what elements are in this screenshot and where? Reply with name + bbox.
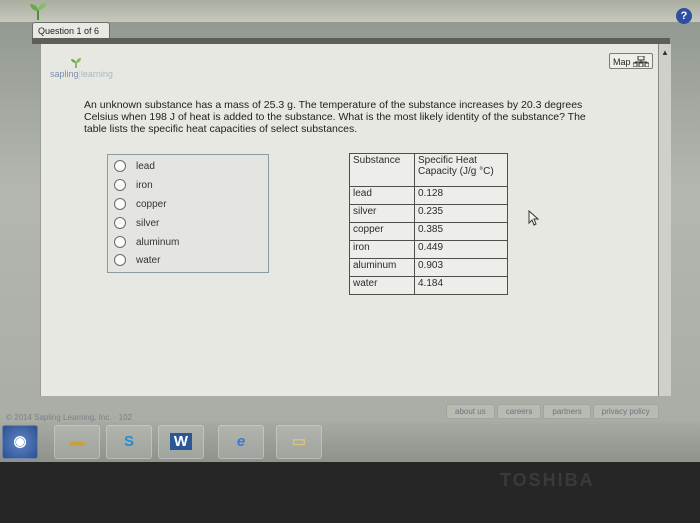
map-button[interactable] (609, 53, 653, 69)
choice-label: silver (136, 218, 160, 229)
radio-button[interactable] (114, 160, 126, 172)
table-cell: 0.449 (415, 241, 508, 259)
choice-water[interactable] (114, 253, 160, 269)
choice-lead[interactable] (114, 159, 155, 175)
footer-links (446, 404, 659, 419)
radio-button[interactable] (114, 217, 126, 229)
choice-copper[interactable] (114, 197, 167, 213)
logo-text-left: sapling (50, 69, 79, 79)
radio-button[interactable] (114, 254, 126, 266)
map-icon (633, 56, 649, 67)
choice-label: aluminum (136, 237, 180, 248)
choice-label: lead (136, 161, 155, 172)
mouse-cursor-icon (528, 210, 540, 226)
table-cell: copper (350, 223, 415, 241)
table-cell: aluminum (350, 259, 415, 277)
table-row (350, 223, 508, 241)
table-header-substance: Substance (350, 154, 415, 187)
scroll-up-icon[interactable]: ▲ (661, 48, 669, 57)
choice-iron[interactable] (114, 178, 153, 194)
question-text: An unknown substance has a mass of 25.3 g. The temperature of the substance increases by 20.3 degrees Celsius when 198 J of heat is added to the substance. What is the most likely identity of the substance? The table lists the specific heat capacities of select substances. (84, 99, 586, 135)
skype-icon[interactable]: S (106, 425, 152, 459)
radio-button[interactable] (114, 198, 126, 210)
radio-button[interactable] (114, 236, 126, 248)
table-row (350, 205, 508, 223)
footer-link-privacy[interactable]: privacy policy (593, 404, 659, 419)
device-brand: TOSHIBA (500, 470, 595, 490)
internet-explorer-icon[interactable]: e (218, 425, 264, 459)
answer-choices (107, 154, 269, 273)
question-tab[interactable]: Question 1 of 6 (32, 22, 110, 38)
laptop-bezel (0, 462, 700, 523)
sapling-sprout-icon (28, 2, 48, 20)
word-icon[interactable] (158, 425, 204, 459)
table-cell: water (350, 277, 415, 295)
specific-heat-table (349, 153, 508, 295)
table-row (350, 187, 508, 205)
table-cell: iron (350, 241, 415, 259)
help-icon[interactable]: ? (676, 8, 692, 24)
taskbar (0, 422, 700, 462)
map-button-label: Map (613, 57, 631, 67)
top-bar (0, 0, 700, 22)
table-cell: 0.128 (415, 187, 508, 205)
table-cell: 4.184 (415, 277, 508, 295)
choice-label: water (136, 255, 161, 266)
scrollbar[interactable] (658, 44, 671, 396)
table-row (350, 241, 508, 259)
sapling-logo: sapling|learning (50, 58, 113, 79)
table-cell: 0.385 (415, 223, 508, 241)
sapling-leaf-icon (70, 58, 82, 68)
table-cell: lead (350, 187, 415, 205)
word-letter: W (170, 433, 192, 450)
table-cell: 0.903 (415, 259, 508, 277)
choice-label: copper (136, 199, 167, 210)
choice-silver[interactable] (114, 216, 159, 232)
choice-aluminum[interactable] (114, 235, 179, 251)
table-cell: 0.235 (415, 205, 508, 223)
folder-icon[interactable]: ▬ (54, 425, 100, 459)
footer-link-careers[interactable]: careers (497, 404, 542, 419)
table-header-row (350, 154, 508, 187)
footer-link-about[interactable]: about us (446, 404, 495, 419)
logo-text-right: learning (80, 69, 113, 79)
start-orb-icon[interactable]: ◉ (2, 425, 38, 459)
copyright-text: © 2014 Sapling Learning, Inc. · 102 (6, 413, 132, 422)
table-row (350, 259, 508, 277)
table-cell: silver (350, 205, 415, 223)
choice-label: iron (136, 180, 153, 191)
table-row (350, 277, 508, 295)
radio-button[interactable] (114, 179, 126, 191)
explorer-icon[interactable]: ▭ (276, 425, 322, 459)
footer-link-partners[interactable]: partners (543, 404, 590, 419)
table-header-heat-capacity: Specific Heat Capacity (J/g °C) (415, 154, 508, 187)
